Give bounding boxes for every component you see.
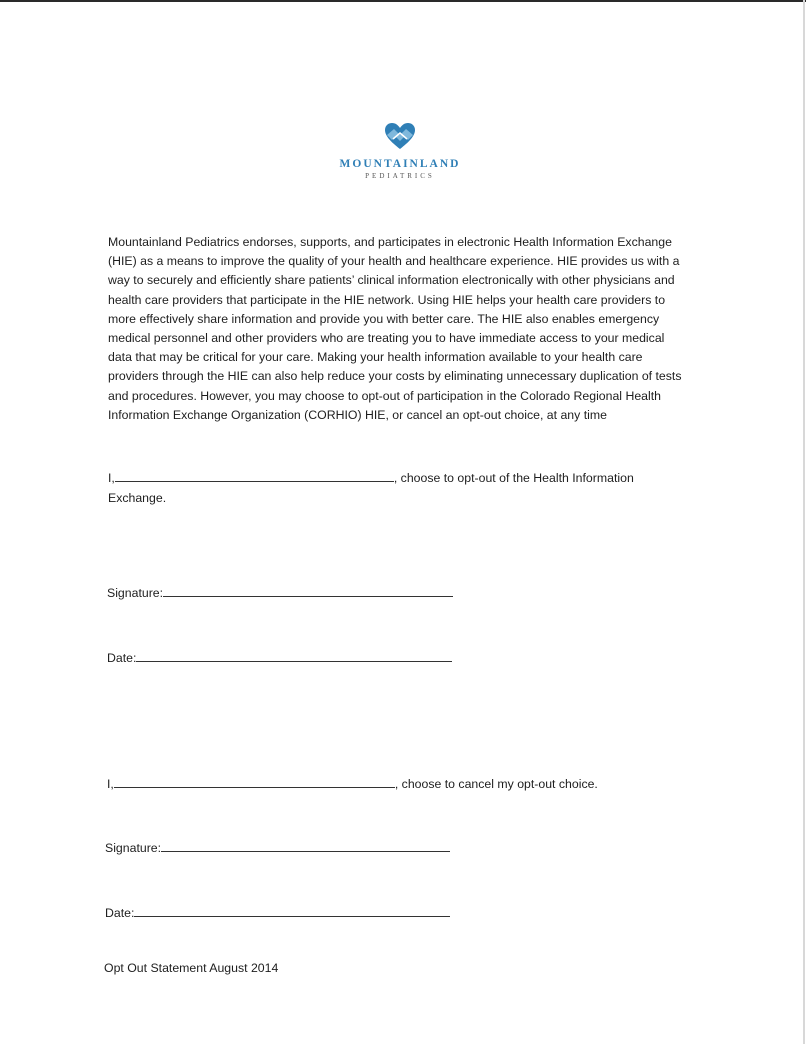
opt-out-statement <box>108 469 634 488</box>
brand-logo <box>300 122 500 180</box>
page-top-border <box>0 0 806 2</box>
cancel-prefix: I, <box>107 777 114 791</box>
opt-out-suffix: , choose to opt-out of the Health Information <box>393 471 634 485</box>
cancel-date-label: Date: <box>105 906 135 920</box>
cancel-date-row <box>105 904 450 923</box>
opt-out-continuation: Exchange. <box>108 491 167 505</box>
opt-out-date-label: Date: <box>107 651 137 665</box>
opt-out-name-field[interactable] <box>115 470 394 482</box>
opt-out-prefix: I, <box>108 471 115 485</box>
heart-mountain-icon <box>384 122 416 150</box>
page-right-edge <box>803 0 805 1044</box>
cancel-statement <box>107 775 598 794</box>
cancel-suffix: , choose to cancel my opt-out choice. <box>394 777 598 791</box>
cancel-signature-field[interactable] <box>161 840 450 852</box>
opt-out-signature-label: Signature: <box>107 586 164 600</box>
brand-name: MOUNTAINLAND <box>339 158 461 170</box>
cancel-signature-row <box>105 839 450 858</box>
cancel-signature-label: Signature: <box>105 841 162 855</box>
cancel-date-field[interactable] <box>134 905 450 917</box>
opt-out-date-field[interactable] <box>136 650 452 662</box>
brand-subtitle: PEDIATRICS <box>365 172 435 180</box>
opt-out-signature-field[interactable] <box>163 585 453 597</box>
opt-out-date-row <box>107 649 452 668</box>
opt-out-signature-row <box>107 584 453 603</box>
footer-text: Opt Out Statement August 2014 <box>104 961 279 975</box>
cancel-name-field[interactable] <box>114 776 395 788</box>
intro-paragraph: Mountainland Pediatrics endorses, supports, and participates in electronic Health Information Exchange (HIE) as a means to improve the quality of your health and healthcare experience. HIE provides us with a way to securely and efficiently share patients’ clinical information electronically with other physicians and health care providers that participate in the HIE network. Using HIE helps your health care providers to more effectively share information and provide you with better care. The HIE also enables emergency medical personnel and other providers who are treating you to have immediate access to your medical data that may be critical for your care. Making your health information available to your health care providers through the HIE can also help reduce your costs by eliminating unnecessary duplication of tests and procedures. However, you may choose to opt-out of participation in the Colorado Regional Health Information Exchange Organization (CORHIO) HIE, or cancel an opt-out choice, at any time <box>108 235 682 422</box>
